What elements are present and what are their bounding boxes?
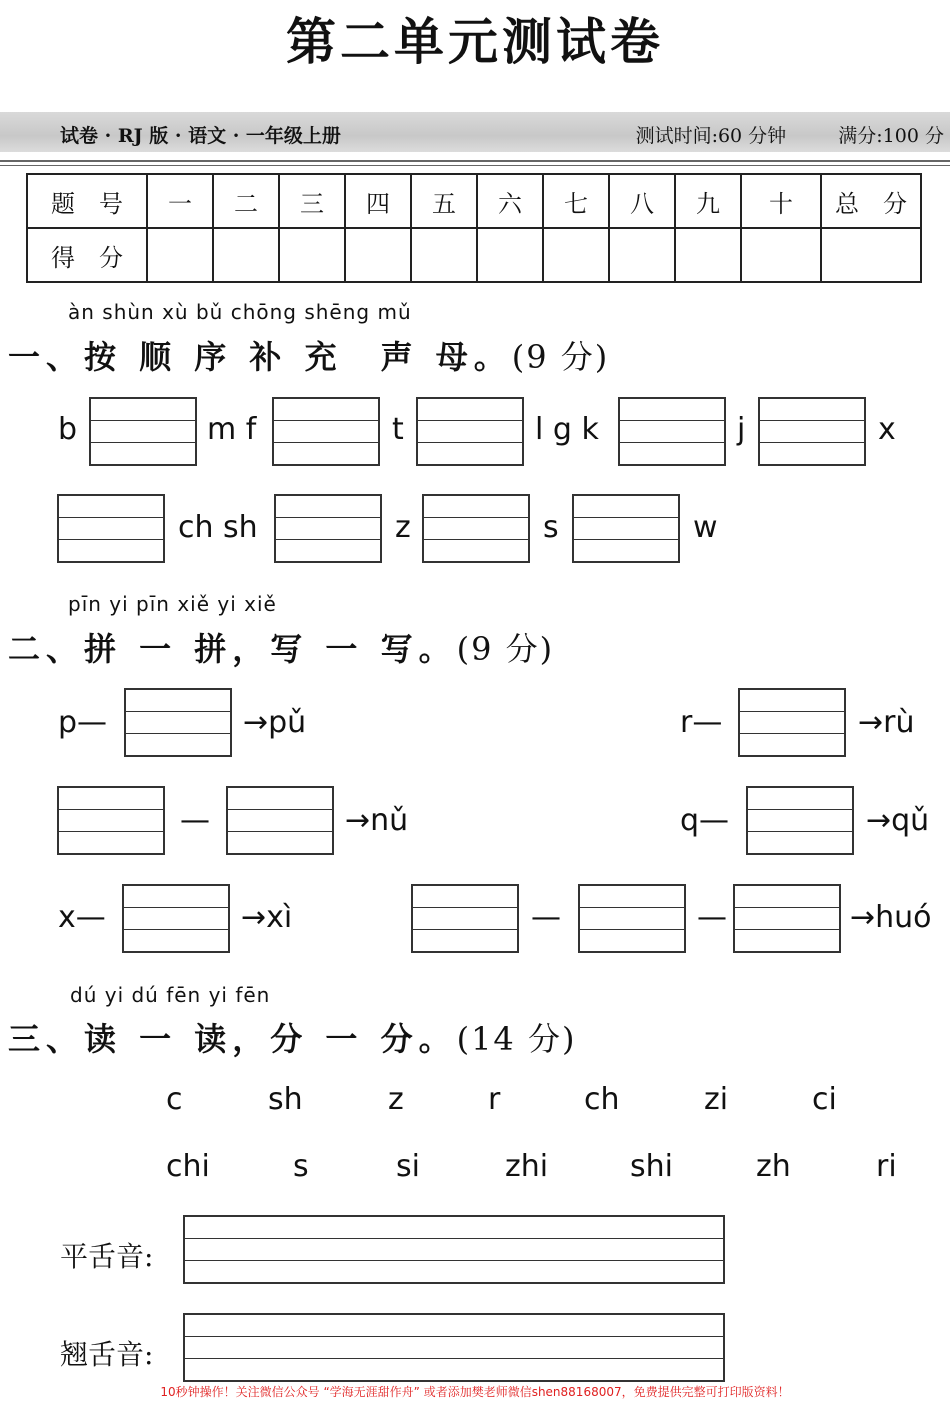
- test-time: 测试时间:60 分钟: [635, 125, 787, 147]
- letter-label: x: [878, 412, 896, 447]
- section2-heading: [8, 624, 554, 670]
- answer-box[interactable]: [746, 786, 854, 855]
- section1-heading: [8, 332, 609, 378]
- answer-box[interactable]: [733, 884, 841, 953]
- score-cell[interactable]: [741, 228, 821, 282]
- syllable: zhi: [505, 1149, 549, 1184]
- answer-box[interactable]: [572, 494, 680, 563]
- score-cell[interactable]: [147, 228, 213, 282]
- retroflex-label: 翘舌音:: [60, 1338, 154, 1371]
- letter-label: s: [543, 510, 559, 545]
- score-cell[interactable]: [279, 228, 345, 282]
- pinyin-result: →pǔ: [243, 705, 307, 740]
- table-cell: 九: [675, 174, 741, 228]
- syllable: shi: [630, 1149, 673, 1184]
- answer-box[interactable]: [416, 397, 524, 466]
- answer-box[interactable]: [57, 494, 165, 563]
- section1-points: (9 分): [511, 338, 610, 376]
- section1-pinyin: àn shùn xù bǔ chōng shēng mǔ: [68, 300, 412, 324]
- letter-label: l g k: [535, 412, 599, 447]
- footer-notice: 10秒钟操作！关注微信公众号 “学海无涯甜作舟” 或者添加樊老师微信shen88168007，免费提供完整可打印版资料！: [160, 1385, 790, 1399]
- header-rule: [0, 160, 950, 162]
- letter-label: w: [693, 510, 718, 545]
- syllable: z: [388, 1082, 404, 1117]
- section3-heading: [8, 1014, 576, 1060]
- flat-tongue-answer-box[interactable]: [183, 1215, 725, 1284]
- table-cell: 四: [345, 174, 411, 228]
- score-cell[interactable]: [609, 228, 675, 282]
- pinyin-result: →qǔ: [866, 803, 930, 838]
- page-title: 第二单元测试卷: [286, 12, 664, 71]
- pinyin-dash: —: [697, 900, 727, 935]
- syllable: s: [293, 1149, 309, 1184]
- table-cell: 七: [543, 174, 609, 228]
- header-rule-thin: [0, 165, 950, 166]
- letter-label: ch sh: [178, 510, 258, 545]
- table-cell: 三: [279, 174, 345, 228]
- answer-box[interactable]: [411, 884, 519, 953]
- flat-tongue-label: 平舌音:: [60, 1240, 154, 1273]
- section2-heading-text: 二、拼 一 拼，写 一 写。: [8, 630, 457, 668]
- table-cell: 二: [213, 174, 279, 228]
- letter-label: j: [737, 412, 746, 447]
- section2-points: (9 分): [456, 630, 555, 668]
- syllable: r: [488, 1082, 501, 1117]
- syllable: zi: [704, 1082, 729, 1117]
- header-band-left: 试卷 · RJ 版 · 语文 · 一年级上册: [60, 125, 341, 147]
- answer-box[interactable]: [422, 494, 530, 563]
- answer-box[interactable]: [122, 884, 230, 953]
- table-cell: 总 分: [821, 174, 921, 228]
- header-band: [0, 112, 950, 152]
- table-cell: 八: [609, 174, 675, 228]
- letter-label: z: [395, 510, 411, 545]
- pinyin-result: →nǔ: [345, 803, 409, 838]
- score-cell[interactable]: [213, 228, 279, 282]
- table-cell: 一: [147, 174, 213, 228]
- section3-points: (14 分): [456, 1020, 577, 1058]
- answer-box[interactable]: [124, 688, 232, 757]
- letter-label: b: [58, 412, 78, 447]
- pinyin-dash: —: [180, 803, 210, 838]
- syllable: sh: [268, 1082, 303, 1117]
- table-cell: 六: [477, 174, 543, 228]
- score-table-header-row: [27, 174, 921, 228]
- pinyin-part: q—: [680, 803, 730, 838]
- full-score: 满分:100 分: [838, 125, 944, 147]
- letter-label: t: [392, 412, 404, 447]
- score-table: [26, 173, 922, 283]
- score-cell[interactable]: [345, 228, 411, 282]
- section3-heading-text: 三、读 一 读，分 一 分。: [8, 1020, 457, 1058]
- answer-box[interactable]: [738, 688, 846, 757]
- answer-box[interactable]: [578, 884, 686, 953]
- pinyin-part: x—: [58, 900, 106, 935]
- table-cell: 十: [741, 174, 821, 228]
- letter-label: m f: [207, 412, 257, 447]
- pinyin-dash: —: [531, 900, 561, 935]
- syllable: ci: [812, 1082, 837, 1117]
- table-cell: 得 分: [27, 228, 147, 282]
- score-cell[interactable]: [477, 228, 543, 282]
- syllable: si: [396, 1149, 420, 1184]
- answer-box[interactable]: [57, 786, 165, 855]
- section2-pinyin: pīn yi pīn xiě yi xiě: [68, 592, 277, 616]
- section3-pinyin: dú yi dú fēn yi fēn: [70, 983, 271, 1007]
- syllable: ri: [876, 1149, 897, 1184]
- answer-box[interactable]: [618, 397, 726, 466]
- header-band-right: [636, 121, 944, 148]
- pinyin-result: →huó: [850, 900, 932, 935]
- pinyin-part: r—: [680, 705, 723, 740]
- score-cell[interactable]: [821, 228, 921, 282]
- score-table-score-row: [27, 228, 921, 282]
- table-cell: 五: [411, 174, 477, 228]
- answer-box[interactable]: [274, 494, 382, 563]
- pinyin-result: →rù: [858, 705, 915, 740]
- syllable: c: [166, 1082, 183, 1117]
- syllable: chi: [166, 1149, 210, 1184]
- syllable: ch: [584, 1082, 620, 1117]
- score-cell[interactable]: [411, 228, 477, 282]
- score-cell[interactable]: [675, 228, 741, 282]
- retroflex-answer-box[interactable]: [183, 1313, 725, 1382]
- table-cell: 题 号: [27, 174, 147, 228]
- answer-box[interactable]: [758, 397, 866, 466]
- syllable: zh: [756, 1149, 791, 1184]
- score-cell[interactable]: [543, 228, 609, 282]
- pinyin-result: →xì: [241, 900, 293, 935]
- answer-box[interactable]: [226, 786, 334, 855]
- pinyin-part: p—: [58, 705, 108, 740]
- section1-heading-text: 一、按 顺 序 补 充 声 母。: [8, 338, 512, 376]
- answer-box[interactable]: [89, 397, 197, 466]
- answer-box[interactable]: [272, 397, 380, 466]
